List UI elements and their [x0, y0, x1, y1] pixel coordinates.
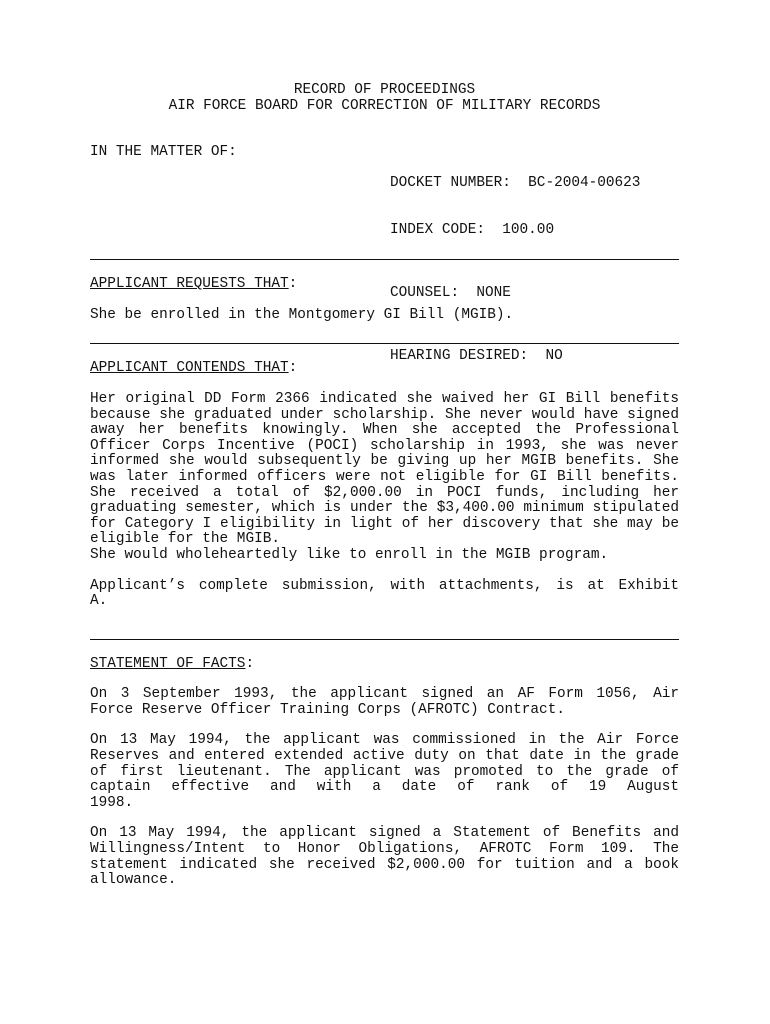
- facts-paragraph-2-end: 1998.: [90, 794, 134, 811]
- section-divider: [90, 639, 679, 640]
- facts-paragraph-2: On 13 May 1994, the applicant was commissioned in the Air Force Reserves and entered extended active duty on that date in the grade of first lieutenant. The applicant was promoted to the grade of captain effective and with a date of rank of 19 August: [90, 732, 679, 796]
- facts-paragraph-3: On 13 May 1994, the applicant signed a Statement of Benefits and Willingness/Intent to Honor Obligations, AFROTC Form 109. The statement indicated she received $2,000.00 for tuition and a book: [90, 825, 679, 873]
- case-details: [390, 145, 640, 395]
- record-title: RECORD OF PROCEEDINGS: [293, 82, 476, 98]
- contends-paragraph-1-end: She would wholeheartedly like to enroll in the MGIB program.: [90, 546, 609, 563]
- contends-paragraph-1: Her original DD Form 2366 indicated she waived her GI Bill benefits because she graduated under scholarship. She never would have signed away her benefits knowingly. When she accepted the Professional Officer Corps Incentive (POCI) scholarship in 1993, she was never informed she would subsequently be giving up her MGIB benefits. She was later informed officers were not eligible for GI Bill benefits. She received a total of $2,000.00 in POCI funds, including her graduating semester, which is under the $3,400.00 minimum stipulated for Category I eligibility in light of her discovery that she may be eligible for the MGIB.: [90, 390, 679, 548]
- contends-paragraph-2-end: A.: [90, 593, 108, 610]
- docket-number: DOCKET NUMBER: BC-2004-00623: [390, 175, 641, 192]
- facts-paragraph-1: On 3 September 1993, the applicant signed an AF Form 1056, Air: [90, 686, 679, 703]
- board-title: AIR FORCE BOARD FOR CORRECTION OF MILITARY RECORDS: [168, 97, 601, 114]
- facts-heading: STATEMENT OF FACTS:: [90, 655, 255, 672]
- index-code: INDEX CODE: 100.00: [390, 222, 555, 239]
- matter-label: IN THE MATTER OF:: [90, 144, 237, 161]
- facts-paragraph-1-end: Force Reserve Officer Training Corps (AFROTC) Contract.: [90, 701, 565, 718]
- hearing-desired: HEARING DESIRED: NO: [390, 347, 563, 364]
- document-page: [90, 83, 679, 889]
- contends-heading: APPLICANT CONTENDS THAT:: [90, 360, 298, 377]
- contends-paragraph-2: Applicant’s complete submission, with attachments, is at Exhibit: [90, 577, 679, 594]
- requests-text: She be enrolled in the Montgomery GI Bill (MGIB).: [90, 306, 514, 323]
- counsel: COUNSEL: NONE: [390, 284, 511, 301]
- requests-heading: APPLICANT REQUESTS THAT:: [90, 276, 298, 293]
- facts-paragraph-3-end: allowance.: [90, 872, 177, 889]
